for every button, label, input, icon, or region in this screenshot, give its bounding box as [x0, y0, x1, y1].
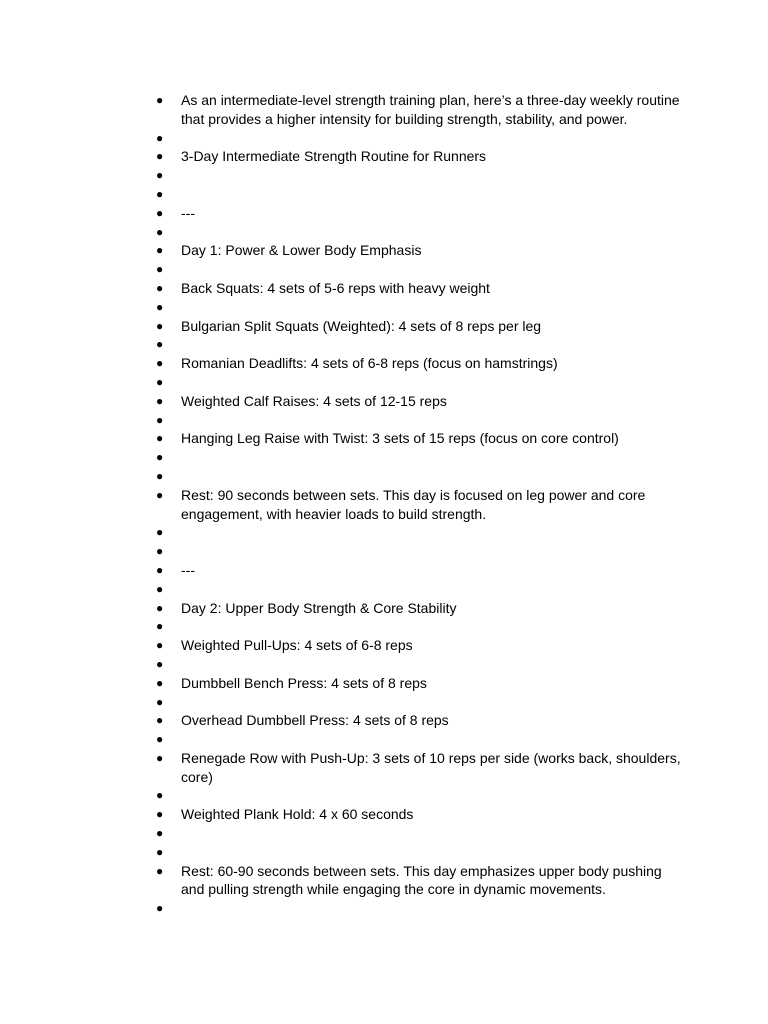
bullet-icon: ● [156, 544, 164, 559]
bullet-icon: ● [156, 356, 164, 371]
bullet-icon: ● [156, 243, 164, 258]
bullet-icon: ● [156, 487, 164, 502]
list-item [156, 260, 686, 279]
list-item [156, 241, 686, 260]
list-item-text: Dumbbell Bench Press: 4 sets of 8 reps [181, 674, 427, 691]
bullet-icon: ● [156, 431, 164, 446]
bullet-icon: ● [156, 149, 164, 164]
list-item [156, 279, 686, 298]
list-item-text: Romanian Deadlifts: 4 sets of 6-8 reps (focus on hamstrings) [181, 355, 558, 372]
list-item-text: Weighted Plank Hold: 4 x 60 seconds [181, 806, 414, 823]
bullet-icon: ● [156, 186, 164, 201]
list-item [156, 373, 686, 392]
bullet-icon: ● [156, 318, 164, 333]
bullet-icon: ● [156, 393, 164, 408]
bullet-icon: ● [156, 93, 164, 107]
list-item-text: Back Squats: 4 sets of 5-6 reps with heavy weight [181, 279, 490, 296]
list-item [156, 636, 686, 655]
bulleted-list [156, 91, 686, 918]
list-item [156, 185, 686, 204]
list-item-text: Overhead Dumbbell Press: 4 sets of 8 reps [181, 712, 449, 729]
bullet-icon: ● [156, 224, 164, 239]
list-item [156, 805, 686, 824]
list-item [156, 91, 686, 129]
bullet-icon: ● [156, 807, 164, 822]
bullet-icon: ● [156, 468, 164, 483]
bullet-icon: ● [156, 732, 164, 747]
list-item [156, 411, 686, 430]
list-item [156, 147, 686, 166]
list-item [156, 204, 686, 223]
list-item-text: Weighted Calf Raises: 4 sets of 12-15 reps [181, 392, 447, 409]
bullet-icon: ● [156, 750, 164, 765]
bullet-icon: ● [156, 412, 164, 427]
list-item-text: Hanging Leg Raise with Twist: 3 sets of 15 reps (focus on core control) [181, 430, 619, 447]
list-item [156, 429, 686, 448]
list-item [156, 223, 686, 242]
bullet-icon: ● [156, 656, 164, 671]
bullet-icon: ● [156, 863, 164, 878]
list-item-text: Weighted Pull-Ups: 4 sets of 6-8 reps [181, 637, 413, 654]
list-item [156, 317, 686, 336]
list-item [156, 824, 686, 843]
bullet-icon: ● [156, 638, 164, 653]
bullet-icon: ● [156, 562, 164, 577]
list-item [156, 166, 686, 185]
list-item-text: --- [181, 561, 195, 578]
list-item [156, 711, 686, 730]
list-item [156, 335, 686, 354]
bullet-icon: ● [156, 450, 164, 465]
list-item [156, 486, 686, 524]
list-item-text: Bulgarian Split Squats (Weighted): 4 sets of 8 reps per leg [181, 317, 542, 334]
list-item [156, 899, 686, 918]
list-item [156, 580, 686, 599]
list-item [156, 786, 686, 805]
list-item-text: Renegade Row with Push-Up: 3 sets of 10 reps per side (works back, shoulders, core) [181, 749, 681, 785]
list-item-text: 3-Day Intermediate Strength Routine for Runners [181, 148, 487, 165]
bullet-icon: ● [156, 168, 164, 183]
list-item [156, 542, 686, 561]
bullet-icon: ● [156, 205, 164, 220]
bullet-icon: ● [156, 619, 164, 634]
list-item-text: As an intermediate-level strength training plan, here’s a three-day weekly routine that provides a higher intensity for building strength, stability, and power. [181, 92, 680, 127]
list-item [156, 674, 686, 693]
bullet-icon: ● [156, 901, 164, 916]
list-item [156, 599, 686, 618]
list-item-text: --- [181, 204, 195, 221]
list-item-text: Rest: 60-90 seconds between sets. This day emphasizes upper body pushing and pulling strength while engaging the core in dynamic movements. [181, 862, 662, 898]
list-item [156, 617, 686, 636]
list-item [156, 448, 686, 467]
list-item [156, 129, 686, 148]
list-item [156, 561, 686, 580]
bullet-icon: ● [156, 844, 164, 859]
list-item-text: Rest: 90 seconds between sets. This day is focused on leg power and core engagement, with heavier loads to build strength. [181, 486, 646, 522]
bullet-icon: ● [156, 600, 164, 615]
list-item [156, 730, 686, 749]
bullet-icon: ● [156, 713, 164, 728]
list-item [156, 749, 686, 787]
bullet-icon: ● [156, 337, 164, 352]
bullet-icon: ● [156, 130, 164, 145]
bullet-icon: ● [156, 262, 164, 277]
bullet-icon: ● [156, 280, 164, 295]
list-item [156, 298, 686, 317]
list-item [156, 523, 686, 542]
list-item [156, 354, 686, 373]
bullet-icon: ● [156, 525, 164, 540]
bullet-icon: ● [156, 374, 164, 389]
list-item [156, 392, 686, 411]
list-item [156, 693, 686, 712]
bullet-icon: ● [156, 788, 164, 803]
bullet-icon: ● [156, 581, 164, 596]
list-item [156, 467, 686, 486]
bullet-icon: ● [156, 826, 164, 841]
list-item [156, 862, 686, 900]
list-item-text: Day 1: Power & Lower Body Emphasis [181, 242, 422, 259]
list-item [156, 843, 686, 862]
bullet-icon: ● [156, 675, 164, 690]
bullet-icon: ● [156, 299, 164, 314]
bullet-icon: ● [156, 694, 164, 709]
list-item [156, 655, 686, 674]
list-item-text: Day 2: Upper Body Strength & Core Stability [181, 599, 457, 616]
